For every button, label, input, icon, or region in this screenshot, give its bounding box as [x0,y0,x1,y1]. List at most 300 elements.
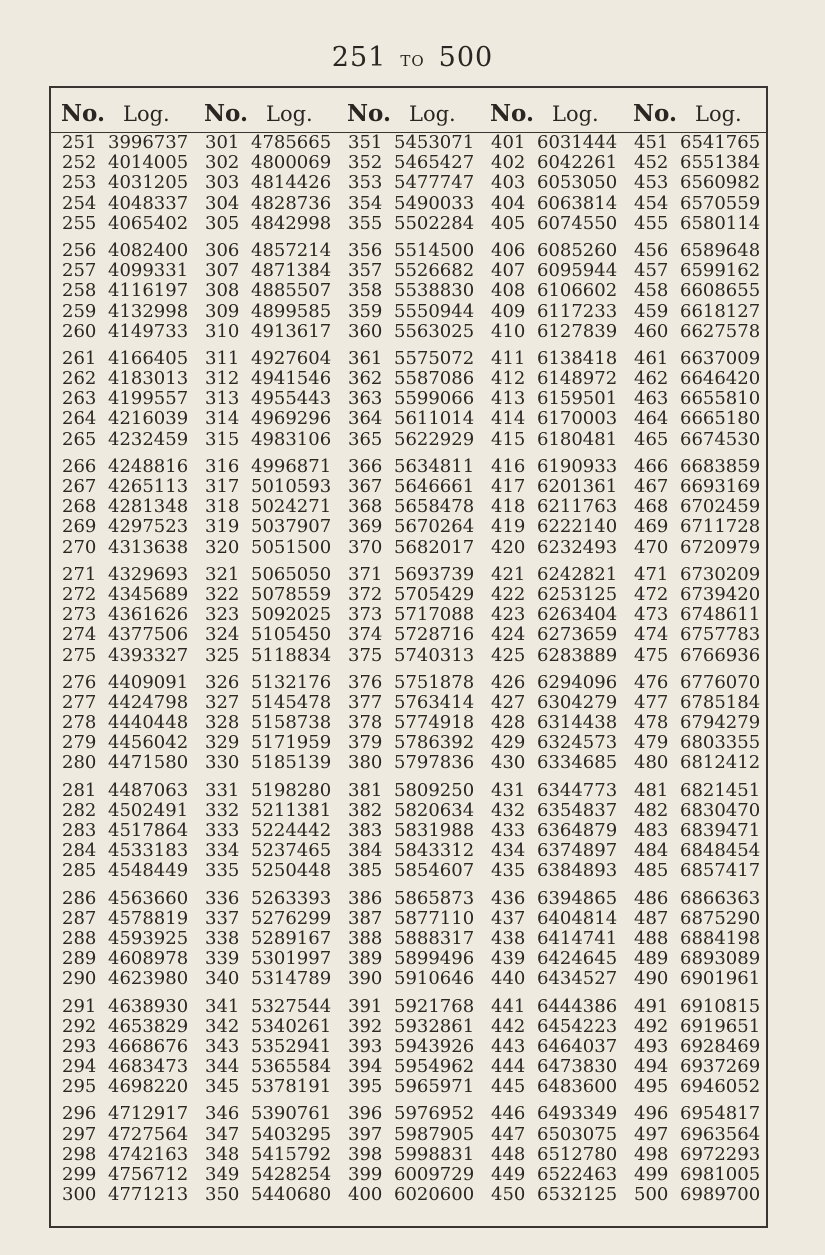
table-row [348,1145,490,1165]
log-cell: 6085260 [537,239,618,261]
number-cell: 382 [348,799,383,821]
table-row [62,909,204,929]
log-cell: 4742163 [108,1143,189,1165]
number-cell: 322 [205,583,240,605]
number-cell: 367 [348,476,383,497]
log-cell: 6532125 [537,1184,618,1206]
table-row [205,821,347,841]
table-row [634,1185,776,1205]
table-row [491,713,633,733]
number-cell: 467 [634,476,669,497]
log-cell: 4456042 [108,732,189,754]
number-cell: 329 [205,732,240,754]
number-cell: 262 [62,368,97,390]
table-row [491,949,633,969]
number-cell: 464 [634,408,669,430]
number-cell: 439 [491,948,526,970]
table-row [348,969,490,989]
number-cell: 360 [348,320,383,342]
log-cell: 6875290 [680,907,761,929]
log-cell: 6893089 [680,948,761,970]
table-row [491,969,633,989]
number-cell: 494 [634,1056,669,1078]
number-cell: 255 [62,212,97,234]
table-row [62,781,204,801]
log-cell: 6830470 [680,799,761,821]
number-cell: 318 [205,496,240,518]
row-group [62,565,204,666]
number-cell: 421 [491,563,526,585]
number-cell: 422 [491,583,526,605]
number-cell: 413 [491,388,526,410]
number-cell: 376 [348,671,383,693]
table-row [348,909,490,929]
table-row [348,625,490,645]
row-group [205,889,347,990]
log-cell: 4814426 [251,172,332,194]
log-cell: 5314789 [251,968,332,990]
number-cell: 450 [491,1184,526,1206]
number-cell: 461 [634,347,669,369]
log-cell: 6711728 [680,516,761,538]
row-group [491,133,633,234]
log-cell: 6803355 [680,732,761,754]
number-cell: 312 [205,368,240,390]
number-cell: 375 [348,644,383,666]
table-row [62,457,204,477]
table-row [205,1017,347,1037]
row-group [348,457,490,558]
number-cell: 389 [348,948,383,970]
table-row [62,241,204,261]
number-cell: 347 [205,1123,240,1145]
log-cell: 6693169 [680,476,761,497]
row-group [491,457,633,558]
number-cell: 268 [62,496,97,518]
row-group [348,349,490,450]
number-cell: 299 [62,1164,97,1185]
number-cell: 448 [491,1143,526,1165]
table-row [348,646,490,666]
log-cell: 4927604 [251,347,332,369]
table-row [634,302,776,322]
number-cell: 473 [634,604,669,626]
table-row [491,369,633,389]
table-row [348,538,490,558]
log-cell: 6283889 [537,644,618,666]
number-cell: 455 [634,212,669,234]
number-cell: 459 [634,300,669,322]
table-row [491,173,633,193]
row-group [348,781,490,882]
number-cell: 438 [491,927,526,949]
log-column [205,133,347,1212]
number-cell: 398 [348,1143,383,1165]
number-cell: 498 [634,1143,669,1165]
log-cell: 6839471 [680,820,761,841]
log-cell: 4065402 [108,212,189,234]
log-cell: 5634811 [394,455,475,477]
number-cell: 415 [491,428,526,450]
table-row [348,949,490,969]
log-cell: 5682017 [394,536,475,558]
table-row [634,625,776,645]
table-row [205,733,347,753]
log-cell: 4683473 [108,1056,189,1078]
number-cell: 430 [491,752,526,774]
log-cell: 6148972 [537,368,618,390]
log-cell: 5390761 [251,1103,332,1125]
log-cell: 5705429 [394,583,475,605]
log-cell: 4345689 [108,583,189,605]
number-cell: 273 [62,604,97,626]
table-row [491,1017,633,1037]
number-cell: 444 [491,1056,526,1078]
table-row [634,949,776,969]
log-cell: 5078559 [251,583,332,605]
log-cell: 5301997 [251,948,332,970]
table-row [62,281,204,301]
log-cell: 5611014 [394,408,475,430]
table-row [62,949,204,969]
log-cell: 6473830 [537,1056,618,1078]
table-row [205,281,347,301]
log-cell: 5740313 [394,644,475,666]
number-cell: 310 [205,320,240,342]
number-cell: 492 [634,1015,669,1037]
table-row [491,477,633,497]
log-cell: 4199557 [108,388,189,410]
table-row [491,1077,633,1097]
number-cell: 407 [491,260,526,282]
number-cell: 260 [62,320,97,342]
number-cell: 270 [62,536,97,558]
log-cell: 5263393 [251,887,332,909]
number-cell: 357 [348,260,383,282]
number-cell: 420 [491,536,526,558]
number-cell: 404 [491,192,526,214]
table-row [634,753,776,773]
number-cell: 292 [62,1015,97,1037]
table-row [634,693,776,713]
number-cell: 475 [634,644,669,666]
log-cell: 4698220 [108,1076,189,1098]
number-cell: 496 [634,1103,669,1125]
log-cell: 5526682 [394,260,475,282]
table-row [348,753,490,773]
header-no: No. [347,100,391,127]
log-cell: 5276299 [251,907,332,929]
number-cell: 424 [491,624,526,646]
table-row [205,625,347,645]
log-cell: 4857214 [251,239,332,261]
row-group [491,241,633,342]
number-cell: 486 [634,887,669,909]
row-group [348,565,490,666]
table-row [62,821,204,841]
log-cell: 6766936 [680,644,761,666]
table-row [634,1104,776,1124]
log-cell: 6503075 [537,1123,618,1145]
table-row [205,1037,347,1057]
log-cell: 6354837 [537,799,618,821]
range-end: 500 [438,42,494,73]
table-row [62,1185,204,1205]
number-cell: 267 [62,476,97,497]
number-cell: 370 [348,536,383,558]
number-cell: 271 [62,563,97,585]
table-row [634,497,776,517]
number-cell: 393 [348,1035,383,1057]
table-row [205,861,347,881]
number-cell: 306 [205,239,240,261]
log-cell: 4248816 [108,455,189,477]
table-row [634,801,776,821]
log-cell: 6263404 [537,604,618,626]
table-row [62,673,204,693]
number-cell: 489 [634,948,669,970]
log-cell: 6637009 [680,347,761,369]
log-cell: 5490033 [394,192,475,214]
number-cell: 359 [348,300,383,322]
log-cell: 5670264 [394,516,475,538]
log-cell: 5921768 [394,995,475,1017]
number-cell: 317 [205,476,240,497]
row-group [634,241,776,342]
number-cell: 490 [634,968,669,990]
table-row [491,517,633,537]
table-row [62,733,204,753]
table-row [348,673,490,693]
number-cell: 298 [62,1143,97,1165]
number-cell: 437 [491,907,526,929]
number-cell: 493 [634,1035,669,1057]
log-cell: 5774918 [394,712,475,734]
log-cell: 6170003 [537,408,618,430]
log-cell: 6683859 [680,455,761,477]
number-cell: 364 [348,408,383,430]
log-cell: 5118834 [251,644,332,666]
number-cell: 369 [348,516,383,538]
table-row [348,173,490,193]
number-cell: 284 [62,840,97,862]
log-cell: 5809250 [394,779,475,801]
number-cell: 363 [348,388,383,410]
log-cell: 6720979 [680,536,761,558]
number-cell: 371 [348,563,383,585]
log-cell: 5820634 [394,799,475,821]
number-cell: 481 [634,779,669,801]
number-cell: 285 [62,860,97,882]
number-cell: 497 [634,1123,669,1145]
table-row [348,194,490,214]
table-row [491,673,633,693]
table-row [634,1145,776,1165]
table-row [348,889,490,909]
table-row [348,322,490,342]
log-cell: 6031444 [537,132,618,153]
table-row [491,801,633,821]
table-row [348,861,490,881]
table-row [205,302,347,322]
log-column [348,133,490,1212]
table-row [491,997,633,1017]
number-cell: 276 [62,671,97,693]
log-cell: 6117233 [537,300,618,322]
number-cell: 417 [491,476,526,497]
log-cell: 6009729 [394,1164,475,1185]
number-cell: 358 [348,280,383,302]
log-cell: 4471580 [108,752,189,774]
table-row [634,733,776,753]
number-cell: 353 [348,172,383,194]
table-row [205,538,347,558]
row-group [62,673,204,774]
number-cell: 373 [348,604,383,626]
table-row [62,1125,204,1145]
table-row [348,214,490,234]
table-row [205,565,347,585]
table-row [205,409,347,429]
log-cell: 6560982 [680,172,761,194]
table-row [491,733,633,753]
log-cell: 4548449 [108,860,189,882]
row-group [205,241,347,342]
number-cell: 395 [348,1076,383,1098]
log-cell: 4785665 [251,132,332,153]
log-cell: 5910646 [394,968,475,990]
log-cell: 5622929 [394,428,475,450]
number-cell: 426 [491,671,526,693]
number-cell: 278 [62,712,97,734]
log-cell: 5843312 [394,840,475,862]
number-cell: 274 [62,624,97,646]
number-cell: 410 [491,320,526,342]
log-cell: 6253125 [537,583,618,605]
log-cell: 5587086 [394,368,475,390]
log-cell: 6127839 [537,320,618,342]
log-cell: 5954962 [394,1056,475,1078]
log-cell: 6785184 [680,691,761,713]
log-cell: 4424798 [108,691,189,713]
table-row [348,997,490,1017]
number-cell: 488 [634,927,669,949]
table-row [348,153,490,173]
table-row [634,821,776,841]
number-cell: 254 [62,192,97,214]
log-cell: 4281348 [108,496,189,518]
log-cell: 5237465 [251,840,332,862]
table-row [205,1104,347,1124]
table-row [62,585,204,605]
number-cell: 335 [205,860,240,882]
log-cell: 6304279 [537,691,618,713]
number-cell: 293 [62,1035,97,1057]
row-group [634,349,776,450]
row-group [205,997,347,1098]
row-group [62,889,204,990]
table-row [491,1104,633,1124]
table-row [348,261,490,281]
number-cell: 297 [62,1123,97,1145]
number-cell: 361 [348,347,383,369]
number-cell: 453 [634,172,669,194]
number-cell: 280 [62,752,97,774]
number-cell: 291 [62,995,97,1017]
number-cell: 479 [634,732,669,754]
number-cell: 399 [348,1164,383,1185]
table-row [491,409,633,429]
number-cell: 368 [348,496,383,518]
number-cell: 484 [634,840,669,862]
log-cell: 6242821 [537,563,618,585]
log-cell: 4653829 [108,1015,189,1037]
table-row [634,322,776,342]
number-cell: 402 [491,152,526,174]
number-cell: 419 [491,516,526,538]
table-row [205,1145,347,1165]
log-column [491,133,633,1212]
table-row [205,646,347,666]
log-cell: 6106602 [537,280,618,302]
log-cell: 4297523 [108,516,189,538]
log-cell: 5502284 [394,212,475,234]
row-group [348,673,490,774]
number-cell: 454 [634,192,669,214]
row-group [205,349,347,450]
table-row [491,753,633,773]
table-row [62,1017,204,1037]
table-row [634,133,776,153]
table-row [348,1125,490,1145]
number-cell: 378 [348,712,383,734]
table-row [348,457,490,477]
number-cell: 436 [491,887,526,909]
number-cell: 411 [491,347,526,369]
table-row [62,430,204,450]
number-cell: 435 [491,860,526,882]
log-cell: 4265113 [108,476,189,497]
table-row [62,261,204,281]
log-cell: 5763414 [394,691,475,713]
number-cell: 446 [491,1103,526,1125]
table-row [634,929,776,949]
range-start: 251 [331,42,387,73]
number-cell: 470 [634,536,669,558]
table-row [348,369,490,389]
log-cell: 5477747 [394,172,475,194]
table-row [491,133,633,153]
number-cell: 462 [634,368,669,390]
number-cell: 468 [634,496,669,518]
header-no: No. [633,100,677,127]
log-cell: 5185139 [251,752,332,774]
log-cell: 4899585 [251,300,332,322]
log-cell: 6493349 [537,1103,618,1125]
table-row [491,565,633,585]
number-cell: 296 [62,1103,97,1125]
table-row [62,517,204,537]
table-row [348,281,490,301]
log-cell: 6464037 [537,1035,618,1057]
log-cell: 5646661 [394,476,475,497]
number-cell: 483 [634,820,669,841]
log-cell: 6981005 [680,1164,761,1185]
log-cell: 6848454 [680,840,761,862]
log-cell: 6551384 [680,152,761,174]
row-group [491,997,633,1098]
log-cell: 5599066 [394,388,475,410]
